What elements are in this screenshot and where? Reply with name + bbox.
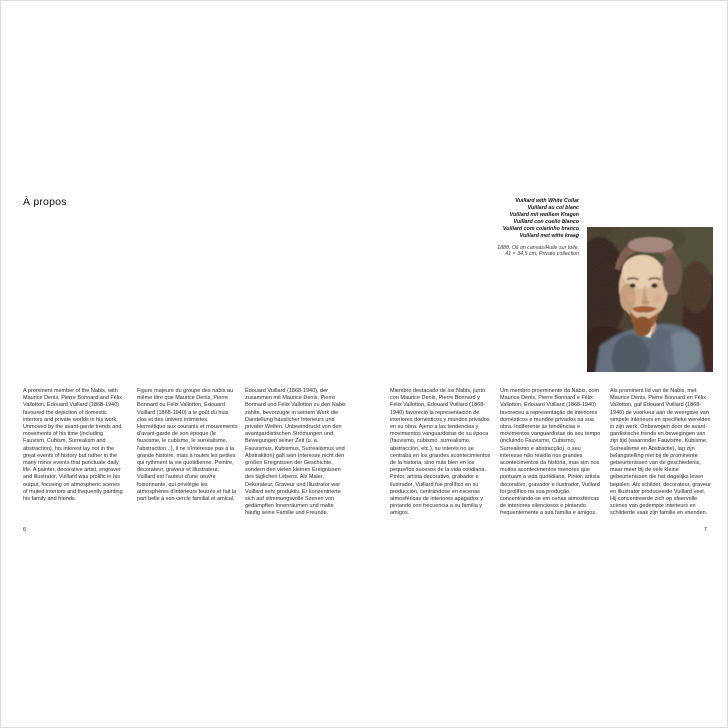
page-number-right: 7 xyxy=(703,527,707,533)
page-number-left: 6 xyxy=(23,527,27,533)
artwork-title-english: Vuillard with White Collar xyxy=(515,198,579,204)
artwork-title-french: Vuillard au col blanc xyxy=(527,205,579,212)
artwork-dimensions: 41 × 34,5 cm, Private collection xyxy=(505,251,579,258)
artwork-caption xyxy=(399,198,579,258)
artwork-title-dutch: Vuillard met witte kraag xyxy=(519,233,579,240)
portrait-painting-svg xyxy=(587,227,713,372)
text-column-french: Figure majeure du groupe des nabis au même titre que Maurice Denis, Pierre Bonnard ou Félix Vallotton, Édouard Vuillard (1868-1940) a le goût du huis clos et des univers intimistes. Hermétique aux courants et mouvements d'avant-garde de son époque (le fauvisme, le cubisme, le surréalisme, l'abstraction...), il ne s'intéresse pas à la grande histoire, mais à toutes les petites qui rythment la vie quotidienne. Peintre, décorateur, graveur et illustrateur, Vuillard est l'auteur d'une œuvre foisonnante, qui privilégie les atmosphères d'intérieurs feutrés et fait la part belle à son cercle familial et amical. xyxy=(137,388,238,503)
text-column-english: A prominent member of the Nabis, with Maurice Denis, Pierre Bonnard and Félix Vallotton, Édouard Vuillard (1868-1940) favoured the depiction of domestic interiors and private worlds in his work. Unmoved by the avant-garde trends and movements of his time (including Fauvism, Cubism, Surrealism and abstraction), his interest lay not in the great events of history but rather in the many minor events that punctuate daily life. A painter, decorative artist, engraver and illustrator, Vuillard was prolific in his output, focusing on atmospheric scenes of muted interiors and frequently painting his family and friends. xyxy=(23,388,123,503)
artwork-title-spanish: Vuillard con cuello blanco xyxy=(513,219,579,226)
vuillard-self-portrait-image xyxy=(587,227,713,372)
text-column-german: Édouard Vuillard (1868-1940), der zusammen mit Maurice Denis, Pierre Bonnard und Félix Vallotton zu den Nabis zählte, bevorzugte in seinem Werk die Darstellung häuslicher Interieurs und privater Welten. Unbeeindruckt von den avantgardistischen Strömungen und Bewegungen seiner Zeit (u. a. Fauvismus, Kubismus, Surrealismus und Abstraktion) galt sein Interesse nicht den großen Ereignissen der Geschichte, sondern den vielen kleinen Ereignissen des täglichen Lebens. Als Maler, Dekorateur, Graveur und Illustrator war Vuillard sehr produktiv. Er konzentrierte sich auf stimmungsvolle Szenen von gedämpften Innenräumen und malte häufig seine Familie und Freunde. xyxy=(245,388,346,517)
artwork-medium: 1888, Oil on canvas/Huile sur toile, xyxy=(497,244,579,251)
text-column-dutch: Als prominent lid van de Nabis, met Maurice Denis, Pierre Bonnard en Félix Vallotton, gaf Édouard Vuillard (1868-1940) de voorkeur aan de weergave van simpele interieurs en specifieke werelden in zijn werk. Onbewogen door de avant-gardistische trends en bewegingen van zijn tijd (waaronder Fauvisme, Kubisme, Surrealisme en Abstractie), lag zijn belangstelling niet bij de prominente gebeurtenissen van de geschiedenis, maar meer bij de vele kleine gebeurtenissen die het dagelijks leven bepalen. Als schilder, decorateur, graveur en illustrator produceerde Vuillard veel. Hij concentreerde zich op sfeervolle scènes van gedempte interieurs en schilderde vaak zijn familie en vrienden. xyxy=(610,388,711,517)
artwork-title-german: Vuillard mit weißem Kragen xyxy=(509,212,579,219)
artwork-title-portuguese: Vuillard com colarinho branco xyxy=(502,226,579,233)
text-column-spanish: Miembro destacado de los Nabis, junto con Maurice Denis, Pierre Bonnard y Félix Vallotton, Édouard Vuillard (1868-1940) favoreció la representación de interiores domésticos y mundos privados en su obra. Ajeno a las tendencias y movimientos vanguardistas de su época (fauvismo, cubismo, surrealismo, abstracción, etc.), su interés no se centraba en los grandes acontecimientos de la historia, sino más bien en los pequeños sucesos de la vida cotidiana. Pintor, artista decorativo, grabador e ilustrador, Vuillard fue prolífico en su producción, centrándose en escenas atmosféricas de interiores apagados y pintando con frecuencia a su familia y amigos. xyxy=(390,388,491,517)
artwork-details xyxy=(399,245,579,258)
text-column-portuguese: Um membro proeminente da Nabis, com Maurice Denis, Pierre Bonnard e Félix Vallotton, Édouard Vuillard (1868-1940) favoreceu a representação de interiores domésticos e mundos privados na sua obra. Indiferente às tendências e movimentos vanguardistas do seu tempo (incluindo Fauvismo, Cubismo, Surrealismo e abstracção), o seu interesse não residia nos grandes acontecimentos da história, mas sim nos muitos acontecimentos menores que pontuam a vida quotidiana. Pintor, artista decorativo, gravador e ilustrador, Vuillard foi prolífico na sua produção, concentrando-se em cenas atmosféricas de interiores silenciosos e pintando frequentemente a sua família e amigos. xyxy=(500,388,601,517)
page-title: À propos xyxy=(23,196,67,208)
